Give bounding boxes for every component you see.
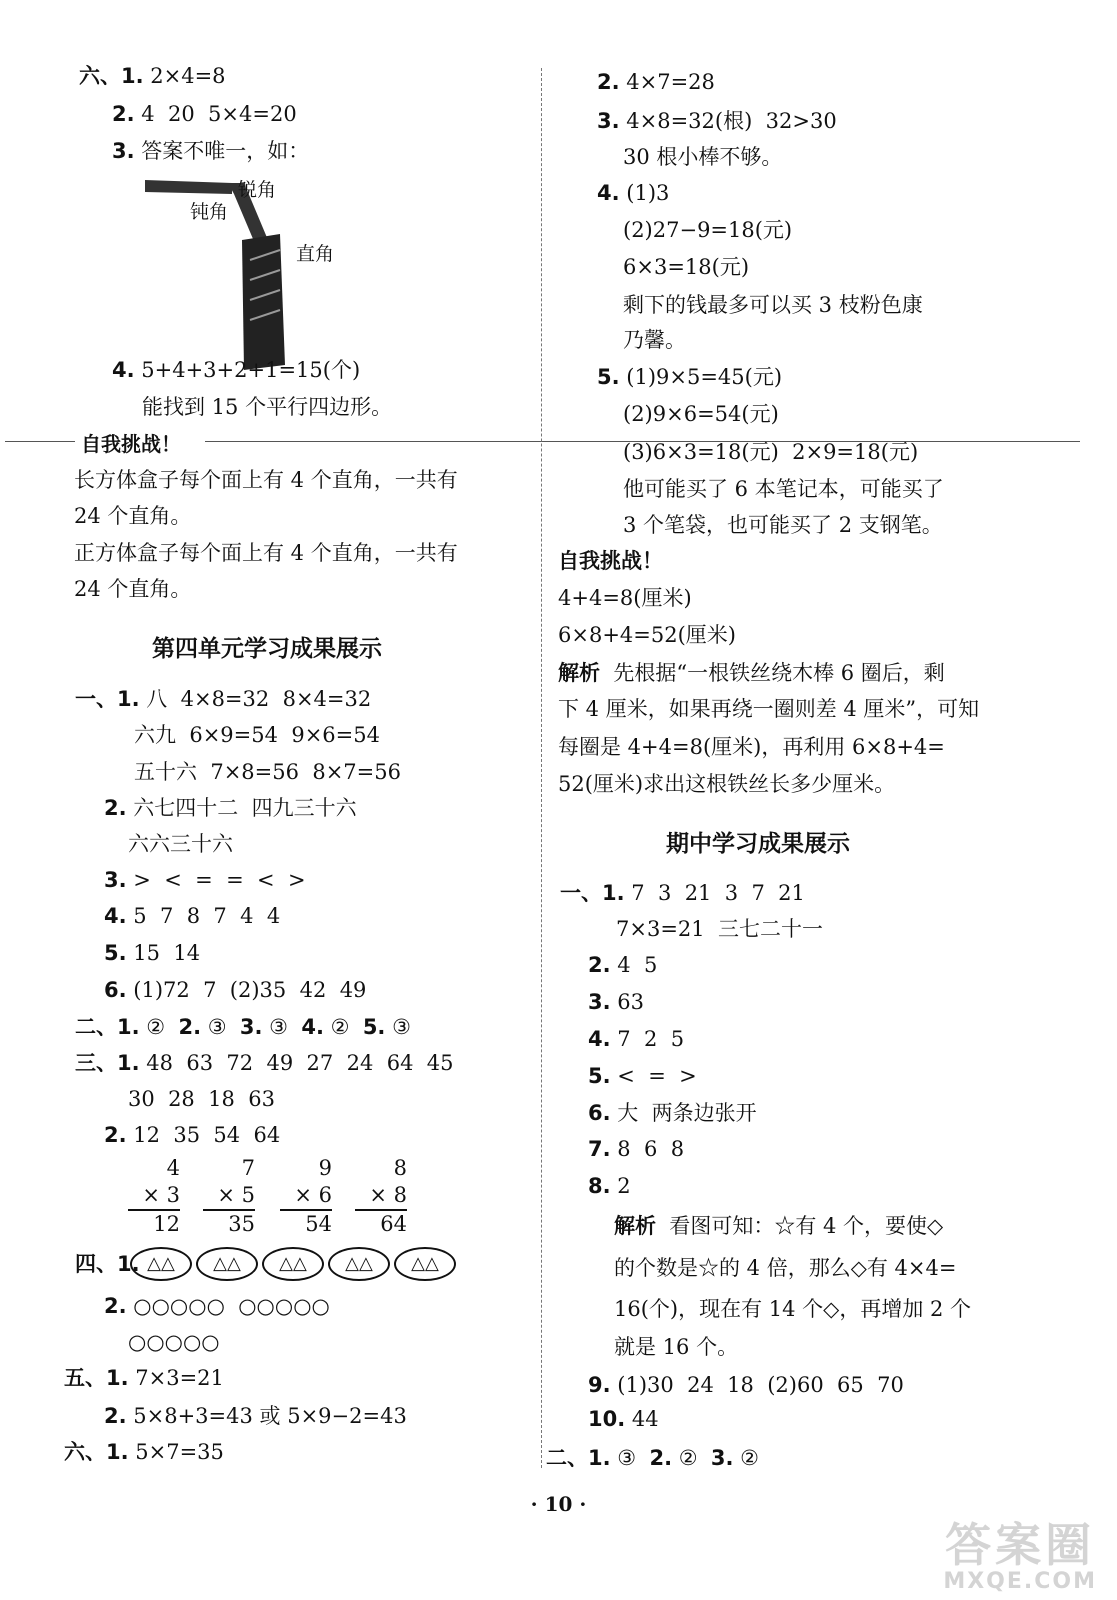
oval-group: △△ — [328, 1247, 390, 1281]
oval-group: △△ — [394, 1247, 456, 1281]
answer-line: 24 个直角。 — [74, 577, 192, 601]
answer-line: 他可能买了 6 本笔记本，可能买了 — [623, 477, 944, 501]
answer-line: (3)6×3=18(元) 2×9=18(元) — [623, 440, 919, 464]
answer-line: 2. 4×7=28 — [597, 70, 715, 94]
analysis-line: 解析 先根据“一根铁丝绕木棒 6 圈后，剩 — [558, 661, 945, 685]
answer-line: (2)9×6=54(元) — [623, 402, 779, 426]
analysis-line: 52(厘米)求出这根铁丝长多少厘米。 — [558, 772, 896, 796]
answer-line: 长方体盒子每个面上有 4 个直角，一共有 — [74, 468, 458, 492]
oval-group: △△ — [196, 1247, 258, 1281]
answer-line: 2. 4 5 — [588, 953, 658, 977]
answer-line: 六六三十六 — [128, 832, 233, 856]
answer-line: 三、1. 48 63 72 49 27 24 64 45 — [75, 1051, 454, 1075]
answer-line: 2. 12 35 54 64 — [104, 1123, 281, 1147]
answer-line: 3. 63 — [588, 990, 644, 1014]
answer-line: (2)27−9=18(元) — [623, 218, 793, 242]
answer-line: 五、1. 7×3=21 — [64, 1366, 224, 1390]
oval-group: △△ — [130, 1247, 192, 1281]
analysis-line: 下 4 厘米，如果再绕一圈则差 4 厘米”，可知 — [558, 697, 980, 721]
vertical-calc: 8 × 8 64 — [355, 1155, 407, 1238]
answer-line: 5. (1)9×5=45(元) — [597, 365, 783, 389]
answer-line: 能找到 15 个平行四边形。 — [142, 395, 393, 419]
answer-line: 剩下的钱最多可以买 3 枝粉色康 — [623, 293, 923, 317]
answer-line: 6. (1)72 7 (2)35 42 49 — [104, 978, 367, 1002]
column-divider — [541, 68, 542, 1468]
analysis-line: 就是 16 个。 — [614, 1335, 739, 1359]
answer-line: 10. 44 — [588, 1407, 659, 1431]
divider — [5, 441, 75, 442]
answer-line: 24 个直角。 — [74, 504, 192, 528]
answer-line: 5. 15 14 — [104, 941, 201, 965]
answer-line: 4. (1)3 — [597, 181, 670, 205]
answer-line: 4. 5 7 8 7 4 4 — [104, 904, 281, 928]
answer-line: 30 28 18 63 — [128, 1087, 275, 1111]
acute-angle-label: 锐角 — [238, 179, 277, 201]
section-title: 期中学习成果展示 — [666, 831, 850, 857]
answer-line: 5. < = > — [588, 1064, 697, 1088]
answer-line: 6×8+4=52(厘米) — [558, 623, 736, 647]
answer-line: 3. 答案不唯一，如： — [112, 139, 310, 163]
answer-line: 6. 大 两条边张开 — [588, 1101, 757, 1125]
answer-line: 2. ○○○○○ ○○○○○ — [104, 1294, 330, 1318]
answer-line: 8. 2 — [588, 1174, 631, 1198]
answer-line: 四、1. — [75, 1252, 140, 1276]
answer-line: 六、1. 2×4=8 — [79, 64, 226, 88]
watermark-logo: 答案圈 — [945, 1518, 1096, 1572]
answer-line: 一、1. 7 3 21 3 7 21 — [560, 881, 805, 905]
answer-line: 6×3=18(元) — [623, 255, 750, 279]
answer-line: 7×3=21 三七二十一 — [616, 917, 823, 941]
answer-line: 3. > < = = < > — [104, 868, 306, 892]
answer-line: 7. 8 6 8 — [588, 1137, 685, 1161]
oval-group: △△ — [262, 1247, 324, 1281]
vertical-calc: 9 × 6 54 — [280, 1155, 332, 1238]
watermark — [943, 1520, 1097, 1594]
answer-line: 2. 5×8+3=43 或 5×9−2=43 — [104, 1404, 407, 1428]
answer-line: 乃馨。 — [623, 328, 686, 352]
answer-line: 4. 7 2 5 — [588, 1027, 685, 1051]
challenge-heading: 自我挑战！ — [77, 428, 185, 457]
challenge-heading: 自我挑战！ — [558, 549, 663, 573]
answer-line: 3 个笔袋，也可能买了 2 支钢笔。 — [623, 513, 943, 537]
answer-line: 一、1. 八 4×8=32 8×4=32 — [75, 687, 372, 711]
answer-line: 2. 4 20 5×4=20 — [112, 102, 297, 126]
answer-line: 二、1. ② 2. ③ 3. ③ 4. ② 5. ③ — [75, 1015, 411, 1039]
answer-line: 六九 6×9=54 9×6=54 — [134, 723, 380, 747]
answer-line: 3. 4×8=32(根) 32>30 — [597, 109, 837, 133]
vertical-calc: 7 × 5 35 — [203, 1155, 255, 1238]
answer-line: 4+4=8(厘米) — [558, 586, 692, 610]
analysis-line: 16(个)，现在有 14 个◇，再增加 2 个 — [614, 1297, 972, 1321]
answer-line: 4. 5+4+3+2+1=15(个) — [112, 358, 361, 382]
answer-line: 30 根小棒不够。 — [623, 145, 783, 169]
answer-line: 五十六 7×8=56 8×7=56 — [134, 760, 401, 784]
right-angle-label: 直角 — [296, 243, 335, 265]
answer-line: 六、1. 5×7=35 — [64, 1440, 224, 1464]
analysis-line: 解析 看图可知：☆有 4 个，要使◇ — [614, 1214, 944, 1238]
watermark-url: MXQE.COM — [943, 1569, 1097, 1594]
analysis-line: 每圈是 4+4=8(厘米)，再利用 6×8+4= — [558, 735, 945, 759]
answer-line: 9. (1)30 24 18 (2)60 65 70 — [588, 1373, 904, 1397]
answer-line: 二、1. ③ 2. ② 3. ② — [546, 1446, 760, 1470]
page-number: · 10 · — [530, 1492, 587, 1516]
vertical-calc: 4 × 3 12 — [128, 1155, 180, 1238]
answer-line: 正方体盒子每个面上有 4 个直角，一共有 — [74, 541, 458, 565]
oval-groups — [130, 1247, 460, 1281]
obtuse-angle-label: 钝角 — [190, 201, 229, 223]
answer-line: ○○○○○ — [128, 1330, 220, 1354]
analysis-line: 的个数是☆的 4 倍，那么◇有 4×4= — [614, 1256, 957, 1280]
section-title: 第四单元学习成果展示 — [152, 636, 382, 662]
answer-line: 2. 六七四十二 四九三十六 — [104, 796, 357, 820]
